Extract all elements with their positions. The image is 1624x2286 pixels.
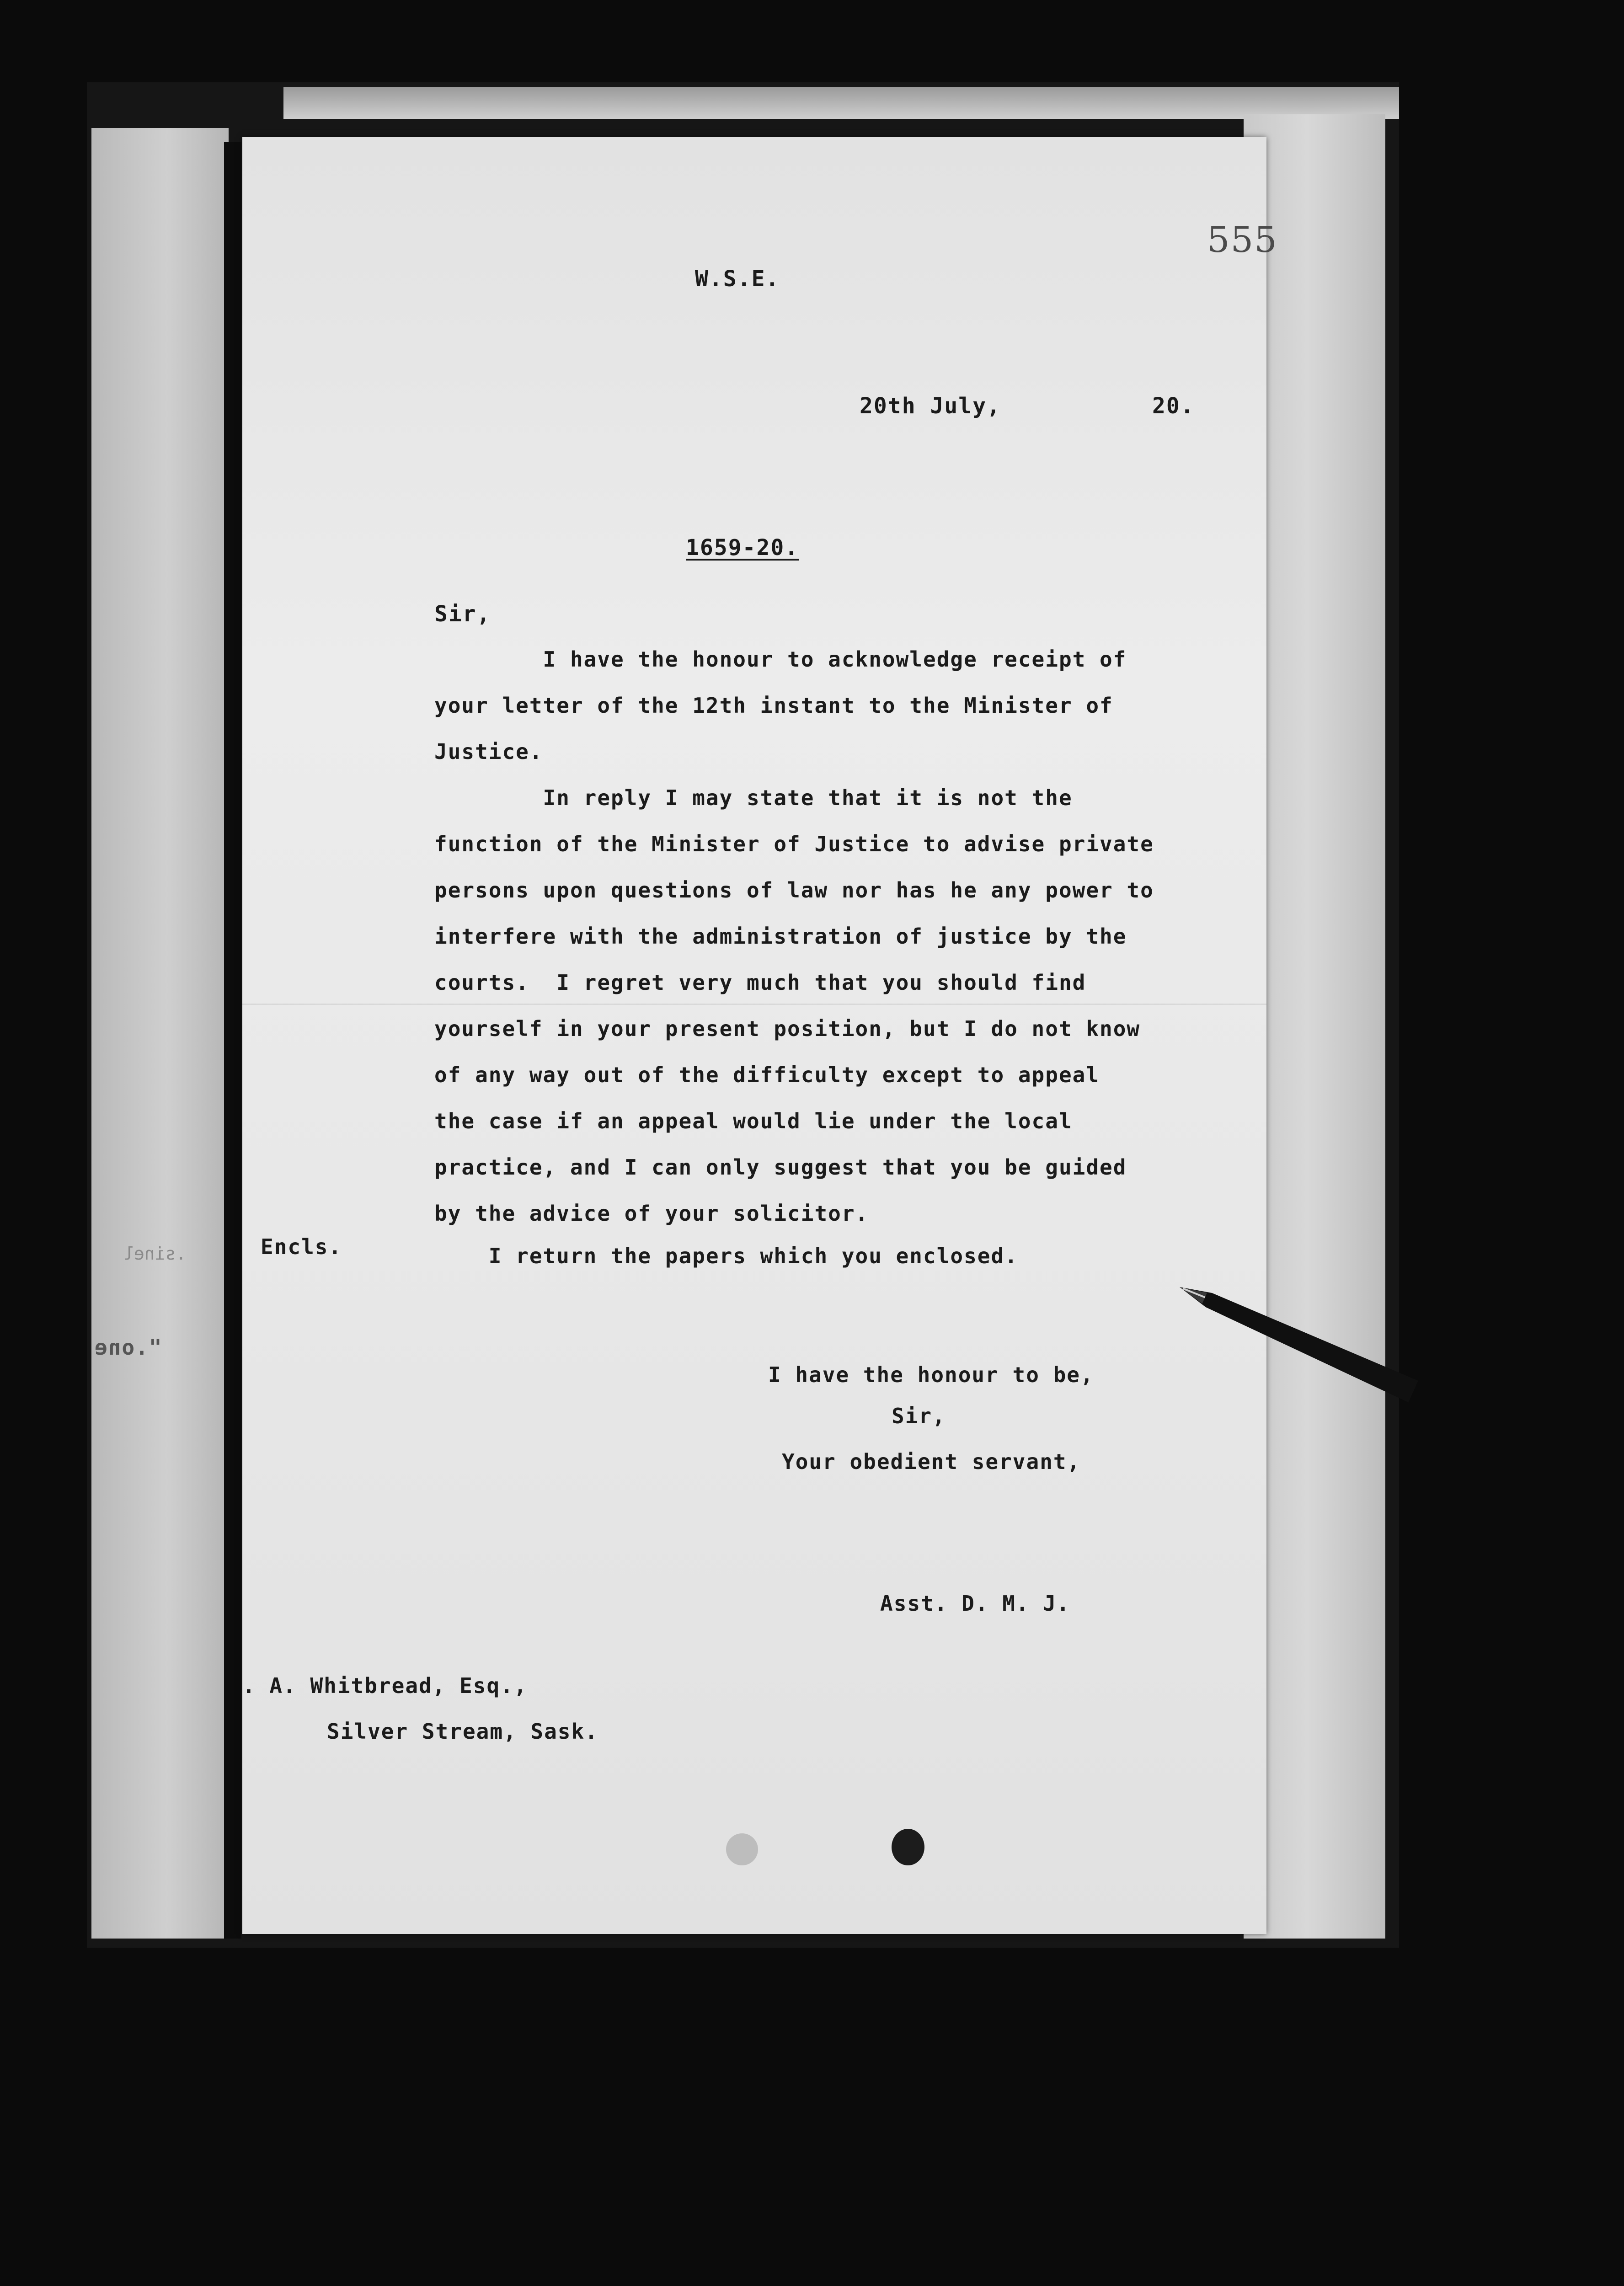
folio-number: 555 (1207, 219, 1278, 261)
left-sheet-text-fragment: .sinel (123, 1244, 187, 1264)
body-line: I return the papers which you enclosed. (434, 1244, 1018, 1268)
closing-line: Sir, (892, 1404, 946, 1428)
body-line: yourself in your present position, but I do not know (434, 1016, 1141, 1041)
punch-hole (892, 1829, 924, 1865)
left-adjacent-sheet (91, 128, 229, 1939)
body-line: I have the honour to acknowledge receipt of (434, 647, 1127, 672)
typist-initials: W.S.E. (695, 266, 780, 292)
signature-title: Asst. D. M. J. (880, 1591, 1070, 1616)
page-fold-line (242, 1004, 1266, 1005)
body-line: In reply I may state that it is not the (434, 785, 1073, 810)
closing-line: Your obedient servant, (782, 1449, 1081, 1474)
body-line: Justice. (434, 739, 543, 764)
addressee-place: Silver Stream, Sask. (327, 1719, 598, 1744)
enclosures-note: Encls. (261, 1234, 342, 1259)
closing-line: I have the honour to be, (768, 1362, 1094, 1387)
body-line: by the advice of your solicitor. (434, 1201, 869, 1226)
punch-hole (726, 1833, 758, 1865)
body-line: courts. I regret very much that you should find (434, 970, 1086, 995)
letter-page (242, 137, 1278, 1934)
file-reference-number: 1659-20. (686, 535, 799, 561)
letter-date: 20th July, (860, 393, 1001, 419)
salutation: Sir, (434, 601, 491, 627)
left-sheet-text-fragment: ".one (94, 1335, 162, 1360)
body-line: the case if an appeal would lie under the local (434, 1109, 1073, 1133)
letter-year: 20. (1152, 393, 1195, 419)
body-line: practice, and I can only suggest that you be guided (434, 1155, 1127, 1180)
back-sheet-top-edge (283, 87, 1399, 119)
sheet-gap-shadow (224, 142, 241, 1939)
body-line: interfere with the administration of justice by the (434, 924, 1127, 949)
addressee-name: . A. Whitbread, Esq., (242, 1673, 528, 1698)
body-line: function of the Minister of Justice to advise private (434, 832, 1154, 856)
body-line: your letter of the 12th instant to the Minister of (434, 693, 1113, 718)
body-line: of any way out of the difficulty except to appeal (434, 1063, 1100, 1087)
body-line: persons upon questions of law nor has he any power to (434, 878, 1154, 903)
